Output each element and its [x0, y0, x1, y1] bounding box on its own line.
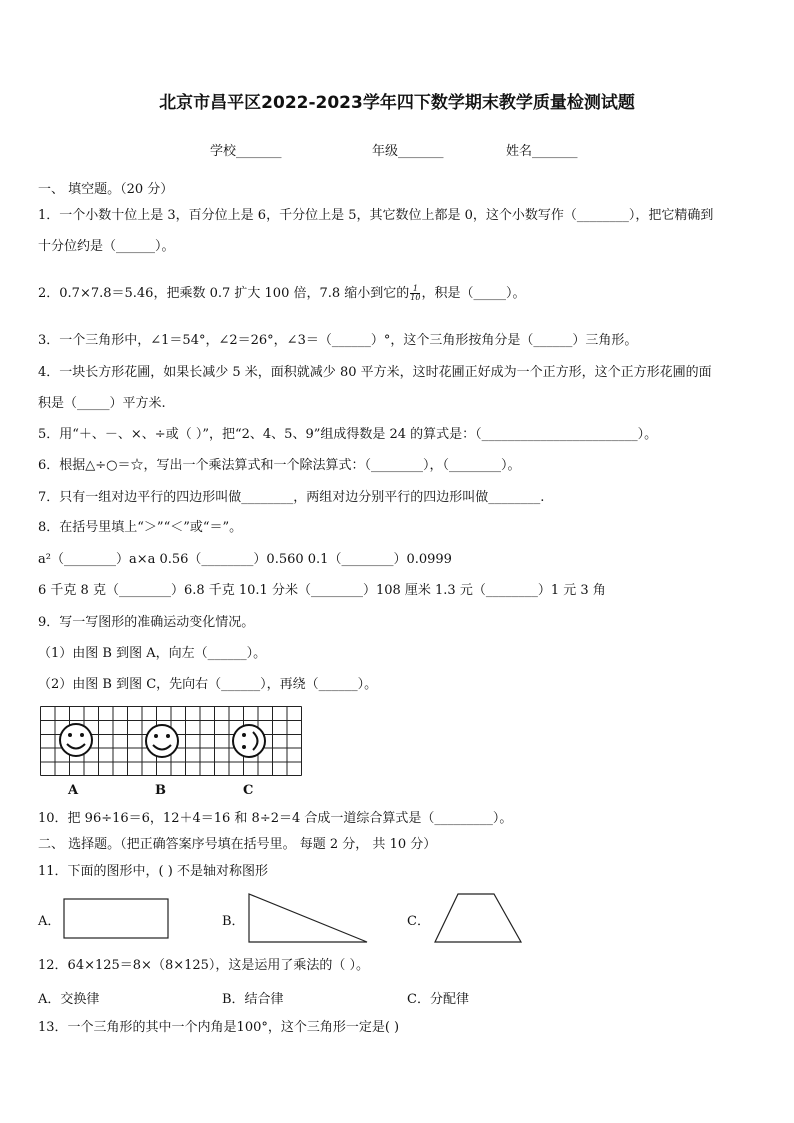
- right-triangle-shape: [245, 892, 370, 944]
- option-a: A．交换律: [38, 992, 100, 1007]
- smiley-face-c: [233, 725, 265, 757]
- option-b-label: B．: [222, 914, 245, 929]
- question-8-row-1: a²（________）a×a 0.56（________）0.560 0.1（________）0.0999: [38, 552, 452, 567]
- question-5: 5．用“＋、－、×、÷或（ ）”，把“2、4、5、9”组成得数是 24 的算式是：（________________________）。: [38, 427, 658, 442]
- option-c: C．分配律: [407, 992, 469, 1007]
- question-2-text-b: ，积是（_____）。: [421, 286, 526, 301]
- name-field: 姓名_______: [506, 144, 578, 159]
- question-2-text-a: 2．0.7×7.8＝5.46，把乘数 0.7 扩大 100 倍，7.8 缩小到它的: [38, 286, 410, 301]
- question-9-part-2: （2）由图 B 到图 C，先向右（______），再绕（______）。: [38, 677, 378, 692]
- grid-label-b: B: [155, 783, 166, 798]
- question-1-line-2: 十分位约是（______）。: [38, 239, 175, 254]
- question-4-line-2: 积是（_____）平方米.: [38, 396, 166, 411]
- smiley-face-b: [146, 725, 178, 757]
- trapezoid-shape: [432, 892, 524, 944]
- fraction-numerator: 1: [410, 285, 420, 294]
- question-3: 3．一个三角形中，∠1＝54°，∠2＝26°，∠3＝（______）°，这个三角形按角分是（______）三角形。: [38, 333, 638, 348]
- section-2-heading: 二、 选择题。（把正确答案序号填在括号里。 每题 2 分， 共 10 分）: [38, 837, 437, 852]
- grid-label-c: C: [243, 783, 254, 798]
- option-c-label: C．: [407, 914, 430, 929]
- question-4-line-1: 4．一块长方形花圃，如果长减少 5 米，面积就减少 80 平方米，这时花圃正好成为一个正方形，这个正方形花圃的面: [38, 365, 712, 380]
- question-8: 8．在括号里填上“＞”“＜”或“＝”。: [38, 520, 243, 535]
- question-7: 7．只有一组对边平行的四边形叫做________，两组对边分别平行的四边形叫做________.: [38, 490, 545, 505]
- fraction-denominator: 10: [410, 293, 421, 302]
- question-9: 9．写一写图形的准确运动变化情况。: [38, 615, 255, 630]
- exam-title: 北京市昌平区2022-2023学年四下数学期末教学质量检测试题: [159, 93, 635, 113]
- question-8-row-2: 6 千克 8 克（________）6.8 千克 10.1 分米（________）108 厘米 1.3 元（________）1 元 3 角: [38, 583, 606, 598]
- question-6: 6．根据△÷○＝☆，写出一个乘法算式和一个除法算式：（________），（________）。: [38, 458, 521, 473]
- question-2: [38, 285, 764, 303]
- question-10: 10．把 96÷16＝6，12＋4＝16 和 8÷2＝4 合成一道综合算式是（_________）。: [38, 811, 513, 826]
- grid-label-a: A: [68, 783, 79, 798]
- smiley-face-a: [60, 724, 92, 756]
- grade-field: 年级_______: [372, 144, 444, 159]
- question-13: 13．一个三角形的其中一个内角是100°，这个三角形一定是( ): [38, 1020, 400, 1035]
- question-1-line-1: 1．一个小数十位上是 3，百分位上是 6，千分位上是 5，其它数位上都是 0，这个小数写作（________），把它精确到: [38, 208, 714, 223]
- section-1-heading: 一、 填空题。（20 分）: [38, 182, 174, 197]
- question-9-part-1: （1）由图 B 到图 A，向左（______）。: [38, 646, 267, 661]
- question-11: 11．下面的图形中，( ) 不是轴对称图形: [38, 864, 268, 879]
- school-field: 学校_______: [210, 144, 282, 159]
- question-12: 12．64×125＝8×（8×125），这是运用了乘法的（ ）。: [38, 958, 370, 973]
- option-b: B．结合律: [222, 992, 284, 1007]
- grid-figure: [40, 706, 302, 776]
- fraction: [410, 285, 420, 302]
- rectangle-shape: [63, 898, 171, 940]
- option-a-label: A．: [38, 914, 61, 929]
